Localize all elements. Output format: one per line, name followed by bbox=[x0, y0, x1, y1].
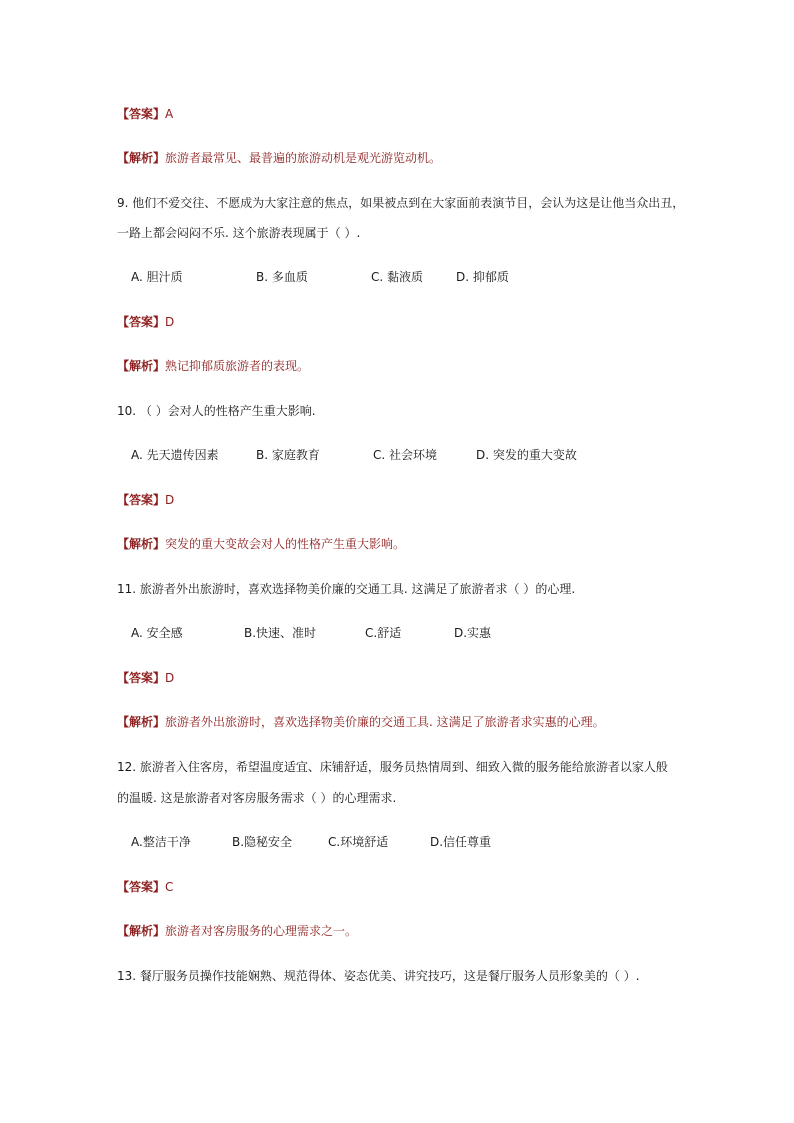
option-b: B.隐秘安全 bbox=[232, 835, 293, 849]
analysis-text: 旅游者外出旅游时，喜欢选择物美价廉的交通工具. 这满足了旅游者求实惠的心理。 bbox=[165, 715, 605, 729]
option-b: B.快速、准时 bbox=[244, 626, 317, 640]
answer-tag: 【答案】 bbox=[117, 315, 166, 329]
analysis-line bbox=[117, 714, 605, 730]
option-c: C.环境舒适 bbox=[328, 835, 389, 849]
option-d: D. 突发的重大变故 bbox=[476, 448, 577, 462]
option-b: B. 多血质 bbox=[256, 270, 308, 284]
option-c: C. 社会环境 bbox=[373, 448, 438, 462]
analysis-text: 旅游者最常见、最普遍的旅游动机是观光游览动机。 bbox=[165, 151, 442, 165]
option-d: D.信任尊重 bbox=[430, 835, 492, 849]
answer-tag: 【答案】 bbox=[117, 107, 166, 121]
question-9-text: 9. 他们不爱交往、不愿成为大家注意的焦点，如果被点到在大家面前表演节目，会认为这是让他当众出丑， bbox=[117, 196, 685, 210]
answer-tag: 【答案】 bbox=[117, 671, 166, 685]
answer-line bbox=[117, 879, 173, 895]
analysis-tag: 【解析】 bbox=[117, 359, 166, 373]
analysis-line bbox=[117, 536, 405, 552]
analysis-text: 旅游者对客房服务的心理需求之一。 bbox=[165, 924, 358, 938]
option-a: A. 先天遗传因素 bbox=[131, 448, 219, 462]
option-d: D. 抑郁质 bbox=[456, 270, 509, 284]
option-d: D.实惠 bbox=[454, 626, 492, 640]
option-b: B. 家庭教育 bbox=[256, 448, 320, 462]
analysis-line bbox=[117, 358, 309, 374]
analysis-text: 熟记抑郁质旅游者的表现。 bbox=[165, 359, 310, 373]
answer-line bbox=[117, 106, 173, 122]
analysis-line bbox=[117, 150, 441, 166]
option-c: C.舒适 bbox=[365, 626, 402, 640]
answer-line bbox=[117, 492, 174, 508]
option-a: A. 安全感 bbox=[131, 626, 183, 640]
answer-tag: 【答案】 bbox=[117, 880, 166, 894]
question-12-text-continued: 的温暖. 这是旅游者对客房服务需求（ ）的心理需求. bbox=[117, 791, 397, 805]
question-9-text-continued: 一路上都会闷闷不乐. 这个旅游表现属于（ ）. bbox=[117, 226, 361, 240]
answer-value: A bbox=[165, 107, 174, 121]
analysis-tag: 【解析】 bbox=[117, 537, 166, 551]
option-a: A. 胆汁质 bbox=[131, 270, 183, 284]
answer-line bbox=[117, 314, 174, 330]
analysis-text: 突发的重大变故会对人的性格产生重大影响。 bbox=[165, 537, 406, 551]
question-10-text: 10. （ ）会对人的性格产生重大影响. bbox=[117, 404, 316, 418]
option-c: C. 黏液质 bbox=[371, 270, 424, 284]
analysis-tag: 【解析】 bbox=[117, 151, 166, 165]
question-12-text: 12. 旅游者入住客房，希望温度适宜、床铺舒适，服务员热情周到、细致入微的服务能给旅游者以家人般 bbox=[117, 760, 668, 774]
answer-value: D bbox=[165, 315, 175, 329]
question-11-text: 11. 旅游者外出旅游时，喜欢选择物美价廉的交通工具. 这满足了旅游者求（ ）的心理. bbox=[117, 582, 576, 596]
analysis-tag: 【解析】 bbox=[117, 924, 166, 938]
answer-line bbox=[117, 670, 174, 686]
analysis-tag: 【解析】 bbox=[117, 715, 166, 729]
answer-value: C bbox=[165, 880, 174, 894]
question-13-text: 13. 餐厅服务员操作技能娴熟、规范得体、姿态优美、讲究技巧，这是餐厅服务人员形象美的（ ）. bbox=[117, 969, 640, 983]
analysis-line bbox=[117, 923, 357, 939]
option-a: A.整洁干净 bbox=[131, 835, 191, 849]
answer-value: D bbox=[165, 671, 175, 685]
answer-value: D bbox=[165, 493, 175, 507]
answer-tag: 【答案】 bbox=[117, 493, 166, 507]
